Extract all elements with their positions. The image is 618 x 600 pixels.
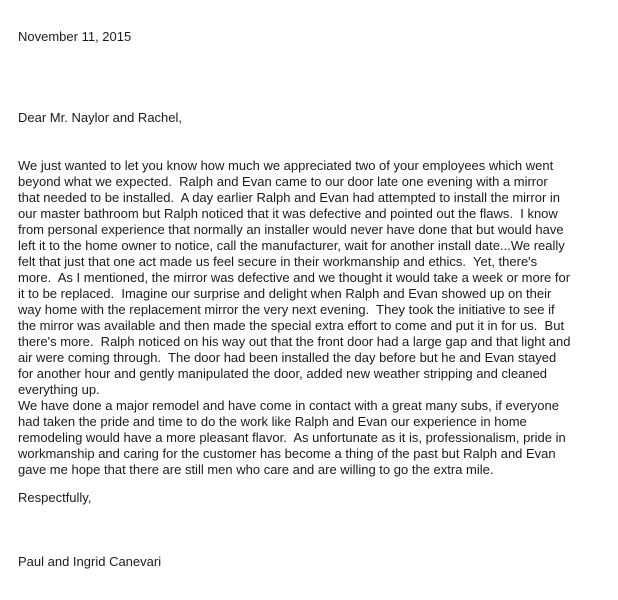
body-line: it to be replaced. Imagine our surprise and delight when Ralph and Evan showed up on their bbox=[18, 286, 552, 301]
body-line: from personal experience that normally an installer would never have done that but would have bbox=[18, 222, 564, 237]
body-line: more. As I mentioned, the mirror was defective and we thought it would take a week or more for bbox=[18, 270, 571, 285]
body-line: felt that just that one act made us feel secure in their workmanship and ethics. Yet, there's bbox=[18, 254, 538, 269]
letter-closing: Respectfully, bbox=[18, 490, 92, 505]
body-line: We just wanted to let you know how much we appreciated two of your employees which went bbox=[18, 158, 554, 173]
body-line: that needed to be installed. A day earlier Ralph and Evan had attempted to install the mirror in bbox=[18, 190, 561, 205]
body-line: left it to the home owner to notice, call the manufacturer, wait for another install date...We really bbox=[18, 238, 565, 253]
body-line: the mirror was available and then made the special extra effort to come and put it in for us. But bbox=[18, 318, 565, 333]
body-line: air were coming through. The door had been installed the day before but he and Evan stayed bbox=[18, 350, 557, 365]
body-line: gave me hope that there are still men who care and are willing to go the extra mile. bbox=[18, 462, 494, 477]
letter-salutation: Dear Mr. Naylor and Rachel, bbox=[18, 110, 183, 125]
body-line: had taken the pride and time to do the work like Ralph and Evan our experience in home bbox=[18, 414, 527, 429]
body-line: We have done a major remodel and have come in contact with a great many subs, if everyone bbox=[18, 398, 559, 413]
body-line: everything up. bbox=[18, 382, 100, 397]
body-line: there's more. Ralph noticed on his way out that the front door had a large gap and that light and bbox=[18, 334, 571, 349]
body-line: for another hour and gently manipulated the door, added new weather stripping and cleaned bbox=[18, 366, 548, 381]
letter-date: November 11, 2015 bbox=[18, 29, 132, 44]
body-line: way home with the replacement mirror the very next evening. They took the initiative to see if bbox=[18, 302, 555, 317]
letter-signature: Paul and Ingrid Canevari bbox=[18, 554, 162, 569]
body-line: remodeling would have a more pleasant flavor. As unfortunate as it is, professionalism, pride in bbox=[18, 430, 566, 445]
body-line: workmanship and caring for the customer has become a thing of the past but Ralph and Evan bbox=[18, 446, 556, 461]
body-line: beyond what we expected. Ralph and Evan came to our door late one evening with a mirror bbox=[18, 174, 548, 189]
letter-body bbox=[18, 158, 608, 478]
body-line: our master bathroom but Ralph noticed that it was defective and pointed out the flaws. I know bbox=[18, 206, 558, 221]
